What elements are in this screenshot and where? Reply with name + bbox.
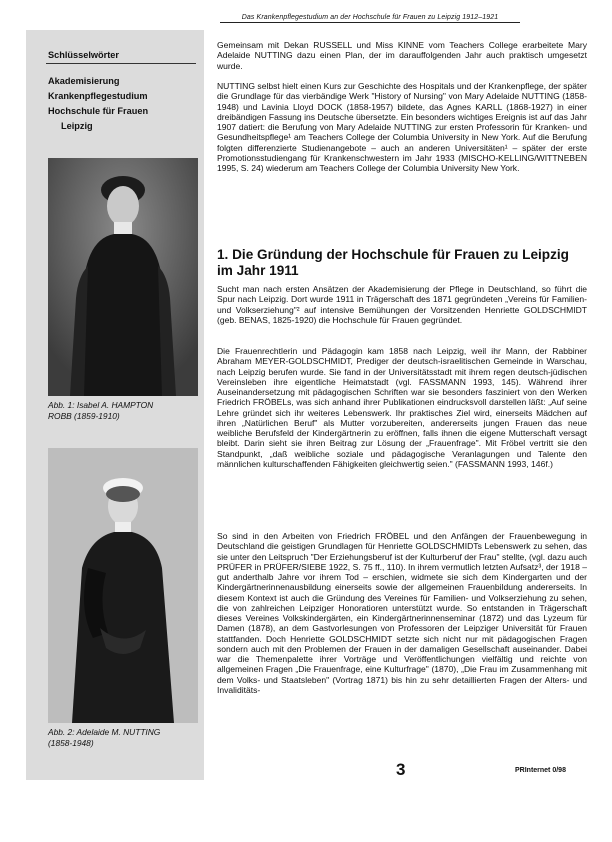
paragraph-text: Sucht man nach ersten Ansätzen der Akademisierung der Pflege in Deutschland, so führt die Spur nach Leipzig. Dort wurde 1911 in Trägerschaft des 1871 gegründeten „Vereins für Familien- und Volkserziehung"² auf intensive Bemühungen der Vorsitzenden Henriette GOLDSCHMIDT (geb. BENAS, 1825-1920) die Hochschule für Frauen gegründet. bbox=[217, 284, 587, 325]
section-heading: 1. Die Gründung der Hochschule für Frauen zu Leipzig im Jahr 1911 bbox=[217, 247, 569, 278]
paragraph-text: Die Frauenrechtlerin und Pädagogin kam 1858 nach Leipzig, weil ihr Mann, der Rabbiner Abraham MEYER-GOLDSCHMIDT, Prediger der deutsch-israelitischen Gemeinde in Warschau, nach Leipzig berufen wurde. Sie fand in der Universitätsstadt mit ihrem regen deutsch-jüdischen Vereinsleben ihre eigentliche Heimatstadt (vgl. FASSMANN 1993, 145). Während ihrer Auseinandersetzung mit pädagogischen Schriften war sie besonders fasziniert von den Werken Friedrich FRÖBELs, was sich anhand ihrer Publikationen eindrucksvoll darstellen läßt: „Auf seine Lehre gründet sich ihr weiteres Lebenswerk. Ihr praktisches Ziel wird, einerseits Mädchen auf ihren „Natürlichen Beruf" als Mutter vorzubereiten, andererseits jungen Frauen das neue weibliche Berufsfeld der Kindergärtnerin zu eröffnen, falls ihnen die eigene Mutterschaft versagt bleibt. Darin sieht sie ihren Beitrag zur Lösung der „Frauenfrage". Mit Fröbel vertritt sie den Standpunkt, „daß weibliche soziale und pädagogische Veranlagungen und Talente den männlichen kulturschaffenden Fähigkeiten gleichwertig seien." (FASSMANN 1993, 146f.) bbox=[217, 346, 587, 469]
keywords-title: Schlüsselwörter bbox=[48, 50, 119, 60]
portrait-illustration-1 bbox=[48, 158, 198, 396]
article-paragraph-2 bbox=[217, 81, 587, 173]
article-paragraph-3 bbox=[217, 284, 587, 325]
keyword-item: Leipzig bbox=[61, 121, 93, 131]
page-number: 3 bbox=[396, 760, 406, 779]
paragraph-text: So sind in den Arbeiten von Friedrich FRÖBEL und den Anfängen der Frauenbewegung in Deutschland die geistigen Grundlagen für Henriette GOLDSCHMIDTs Lebenswerk zu sehen, das sie unter den Leitspruch "Der Erziehungsberuf ist der Kulturberuf der Frau" stellte, (vgl. dazu auch PRÜFER in PRÜFER/SIEBE 1922, S. 75 ff., 110). In ihrem vermutlich letzten Aufsatz³, der 1918 – gut anderthalb Jahre vor ihrem Tod – erschien, widmete sie sich dem Kindergarten und der Kindergärtnerinnenausbildung einerseits sowie der allgemeinen Frauenbildung andererseits. In diesem Kontext ist auch die Gründung des Vereines für Familien- und Volkserziehung zu sehen, die von zahlreichen Leipziger Honoratioren unterstützt wurde. So entstanden in Trägerschaft dieses Vereines Volkskindergärten, ein Kindergärtnerinnenseminar (1872) und das Lyzeum für Damen (1878), an dem Gastvorlesungen von Professoren der Leipziger Universität für Frauen stattfanden. Doch Henriette GOLDSCHMIDT setzte sich nicht nur mit pädagogischen Fragen sondern auch mit den Problemen der Frauen in der damaligen Gesellschaft auseinander. Dabei war die Themenpalette ihrer Vorträge und Veröffentlichungen vielfältig und reichte von allgemeinen Fragen „Die Frauenfrage, eine Kulturfrage" (1870), „Die Frau im Zusammenhang mit dem Volks- und Staatsleben" (Vortrag 1871) bis hin zu sehr detaillierten Fragen der Alters- und Invaliditäts- bbox=[217, 531, 587, 695]
magazine-label: PRInternet 0/98 bbox=[515, 767, 566, 774]
portrait-photo-1 bbox=[48, 158, 198, 396]
keywords-list bbox=[48, 74, 148, 134]
figure-caption-1-line1: Abb. 1: Isabel A. HAMPTON bbox=[48, 400, 154, 410]
portrait-photo-2 bbox=[48, 448, 198, 723]
figure-caption-2 bbox=[48, 727, 160, 748]
paragraph-text: Gemeinsam mit Dekan RUSSELL und Miss KINNE vom Teachers College erarbeitete Mary Adelaide NUTTING dazu einen Plan, der im darauffolgenden Jahr auch praktisch umgesetzt wurde. bbox=[217, 40, 587, 71]
article-paragraph-5 bbox=[217, 531, 587, 695]
figure-caption-1 bbox=[48, 400, 153, 421]
article-paragraph-4 bbox=[217, 346, 587, 469]
keywords-divider bbox=[46, 63, 196, 64]
paragraph-text: NUTTING selbst hielt einen Kurs zur Geschichte des Hospitals und der Krankenpflege, der später die Grundlage für das vierbändige Werk "History of Nursing" von Mary Adelaide NUTTING (1858-1948) und Lavinia Lloyd DOCK (1858-1957) bildete, das Agnes KARLL (1868-1927) in einer dreibändigen Fassung ins Deutsche übersetzte. Ein besonders wichtiges Ereignis ist auf das Jahr 1907 datiert: die Berufung von Mary Adelaide NUTTING zur ersten Professorin für Kranken- und Gesundheitspflege¹ am Teachers College der Columbia University in New York. Auf die Berufung folgten differenzierte Studienangebote – auch an anderen Universitäten¹ – später der erste Promotionsstudiengang für Krankenschwestern im Jahr 1933 (MISCHO-KELLING/WITTNEBEN 1995, S. 24) wiederum am Teachers College der Columbia University New York. bbox=[217, 81, 587, 173]
keyword-item: Krankenpflegestudium bbox=[48, 91, 148, 101]
figure-caption-1-line2: ROBB (1859-1910) bbox=[48, 410, 120, 421]
portrait-illustration-2 bbox=[48, 448, 198, 723]
figure-caption-2-line1: Abb. 2: Adelaide M. NUTTING bbox=[48, 727, 161, 737]
keyword-item: Hochschule für Frauen bbox=[48, 106, 149, 116]
figure-caption-2-line2: (1858-1948) bbox=[48, 737, 94, 748]
keyword-item: Akademisierung bbox=[48, 76, 120, 86]
running-header: Das Krankenpflegestudium an der Hochschule für Frauen zu Leipzig 1912–1921 bbox=[220, 14, 520, 23]
article-paragraph-1 bbox=[217, 40, 587, 71]
